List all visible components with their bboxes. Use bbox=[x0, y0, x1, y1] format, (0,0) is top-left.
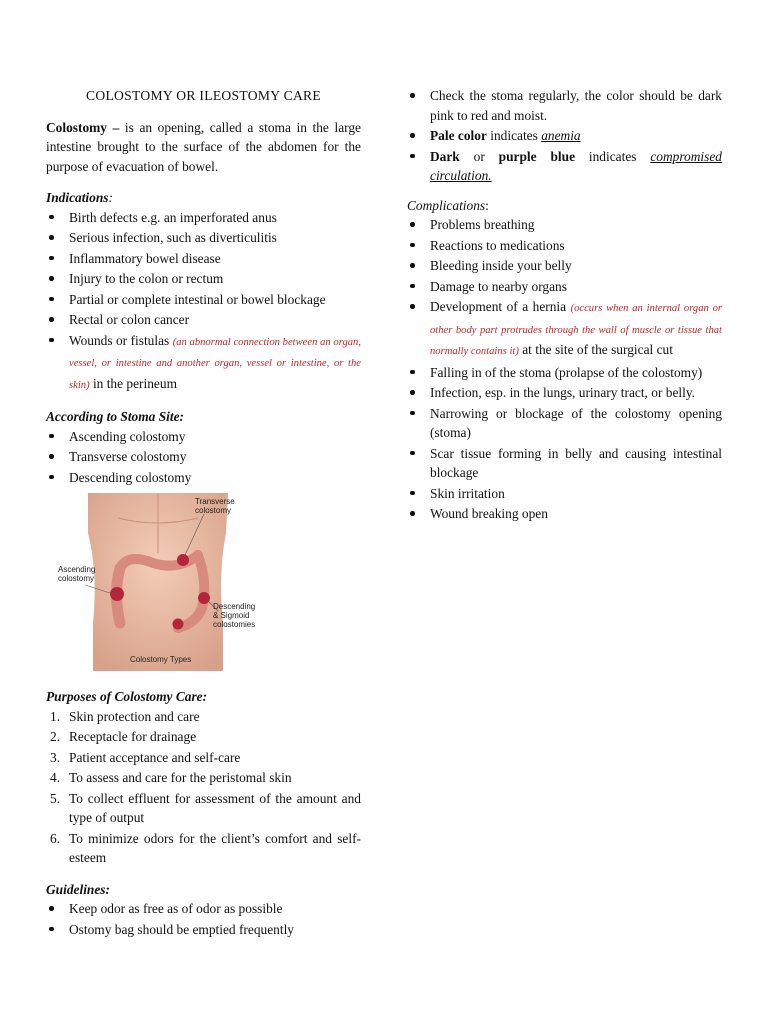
list-item bbox=[46, 707, 361, 727]
wounds-tail: in the perineum bbox=[89, 375, 177, 391]
list-item: Injury to the colon or rectum bbox=[46, 269, 361, 289]
compromised-circulation-text: compromised circulation. bbox=[430, 148, 722, 183]
stoma-transverse bbox=[177, 554, 189, 566]
stoma-sigmoid bbox=[173, 619, 184, 630]
list-item: Scar tissue forming in belly and causing intestinal blockage bbox=[407, 444, 722, 483]
list-item: Partial or complete intestinal or bowel blockage bbox=[46, 290, 361, 310]
colostomy-types-figure bbox=[58, 493, 258, 671]
item-text: Receptacle for drainage bbox=[69, 729, 197, 744]
list-item: Wound breaking open bbox=[407, 504, 722, 524]
hernia-note: (occurs when an internal organ or other body part protrudes through the wall of muscle or tissue that normally contains it) bbox=[430, 303, 722, 357]
list-item: Check the stoma regularly, the color should be dark pink to red and moist. bbox=[407, 86, 722, 125]
indications-colon: : bbox=[108, 190, 113, 205]
label-descending: Descending & Sigmoid colostomies bbox=[213, 602, 256, 629]
list-item bbox=[46, 727, 361, 747]
list-item: Inflammatory bowel disease bbox=[46, 249, 361, 269]
dark-mid: indicates bbox=[575, 148, 651, 164]
list-item: Ascending colostomy bbox=[46, 427, 361, 447]
list-item: Ostomy bag should be emptied frequently bbox=[46, 920, 361, 940]
page-title: COLOSTOMY OR ILEOSTOMY CARE bbox=[85, 88, 322, 103]
list-item: Transverse colostomy bbox=[46, 447, 361, 467]
purposes-heading: Purposes of Colostomy Care: bbox=[46, 689, 208, 704]
hernia-lead: Development of a hernia bbox=[430, 299, 571, 314]
label-ascending: Ascending colostomy bbox=[58, 565, 96, 583]
figure-caption: Colostomy Types bbox=[130, 655, 192, 664]
definition-term: Colostomy bbox=[46, 119, 107, 135]
item-number: 1. bbox=[50, 708, 61, 724]
complications-heading-text: Complications bbox=[407, 197, 486, 213]
purposes-list bbox=[46, 707, 361, 868]
list-item bbox=[46, 768, 361, 788]
indications-heading-text: Indications bbox=[46, 190, 109, 205]
stoma-ascending bbox=[110, 587, 124, 601]
list-item: Serious infection, such as diverticulitis bbox=[46, 228, 361, 248]
list-item: Infection, esp. in the lungs, urinary tract, or belly. bbox=[407, 383, 722, 403]
dark-or: or bbox=[459, 148, 499, 164]
list-item: Damage to nearby organs bbox=[407, 277, 722, 297]
guidelines-list bbox=[46, 899, 361, 939]
stoma-site-list bbox=[46, 427, 361, 488]
complications-list bbox=[407, 215, 722, 524]
stoma-check-list bbox=[407, 86, 722, 186]
complications-heading bbox=[407, 196, 722, 216]
list-item: Keep odor as free as of odor as possible bbox=[46, 899, 361, 919]
stoma-site-heading: According to Stoma Site: bbox=[46, 409, 185, 424]
pale-color-label: Pale color bbox=[430, 128, 487, 143]
list-item-dark bbox=[407, 147, 722, 186]
item-number: 4. bbox=[50, 770, 61, 785]
indications-list bbox=[46, 208, 361, 396]
list-item-pale bbox=[407, 126, 722, 146]
list-item: Rectal or colon cancer bbox=[46, 310, 361, 330]
list-item: Bleeding inside your belly bbox=[407, 256, 722, 276]
definition-paragraph bbox=[46, 118, 361, 177]
indications-heading bbox=[46, 188, 361, 208]
list-item: Birth defects e.g. an imperforated anus bbox=[46, 208, 361, 228]
definition-text: is an opening, called a stoma in the large intestine brought to the surface of the abdomen for the purpose of evacuation of bowel. bbox=[46, 119, 361, 174]
anemia-text: anemia bbox=[541, 128, 581, 143]
left-column bbox=[46, 86, 361, 951]
list-item: Narrowing or blockage of the colostomy opening (stoma) bbox=[407, 404, 722, 443]
definition-dash: – bbox=[107, 119, 125, 135]
list-item-hernia bbox=[407, 297, 722, 362]
stoma-descending bbox=[198, 592, 210, 604]
dark-label: Dark bbox=[430, 148, 460, 164]
item-number: 2. bbox=[50, 729, 61, 744]
right-column bbox=[407, 86, 722, 536]
list-item: Skin irritation bbox=[407, 484, 722, 504]
item-text: To collect effluent for assessment of the amount and type of output bbox=[69, 790, 361, 825]
label-transverse: Transverse colostomy bbox=[195, 497, 235, 515]
list-item: Problems breathing bbox=[407, 215, 722, 235]
guidelines-heading: Guidelines: bbox=[46, 881, 110, 897]
pale-mid: indicates bbox=[486, 128, 542, 143]
item-number: 5. bbox=[50, 790, 61, 806]
list-item-wounds bbox=[46, 331, 361, 396]
item-number: 3. bbox=[50, 749, 61, 765]
hernia-tail: at the site of the surgical cut bbox=[518, 342, 673, 357]
item-number: 6. bbox=[50, 830, 61, 846]
complications-colon: : bbox=[485, 197, 489, 213]
list-item: Reactions to medications bbox=[407, 236, 722, 256]
item-text: To assess and care for the peristomal skin bbox=[69, 770, 292, 785]
list-item: Descending colostomy bbox=[46, 468, 361, 488]
item-text: To minimize odors for the client’s comfort and self-esteem bbox=[69, 830, 361, 865]
list-item bbox=[46, 829, 361, 868]
list-item: Falling in of the stoma (prolapse of the colostomy) bbox=[407, 363, 722, 383]
wounds-lead: Wounds or fistulas bbox=[69, 332, 173, 348]
purple-blue-label: purple blue bbox=[498, 148, 576, 164]
item-text: Patient acceptance and self-care bbox=[69, 749, 241, 765]
item-text: Skin protection and care bbox=[69, 708, 200, 724]
fistula-note: (an abnormal connection between an organ, vessel, or intestine and another organ, vessel or intestine, or the skin) bbox=[69, 336, 361, 391]
list-item bbox=[46, 748, 361, 768]
list-item bbox=[46, 789, 361, 828]
